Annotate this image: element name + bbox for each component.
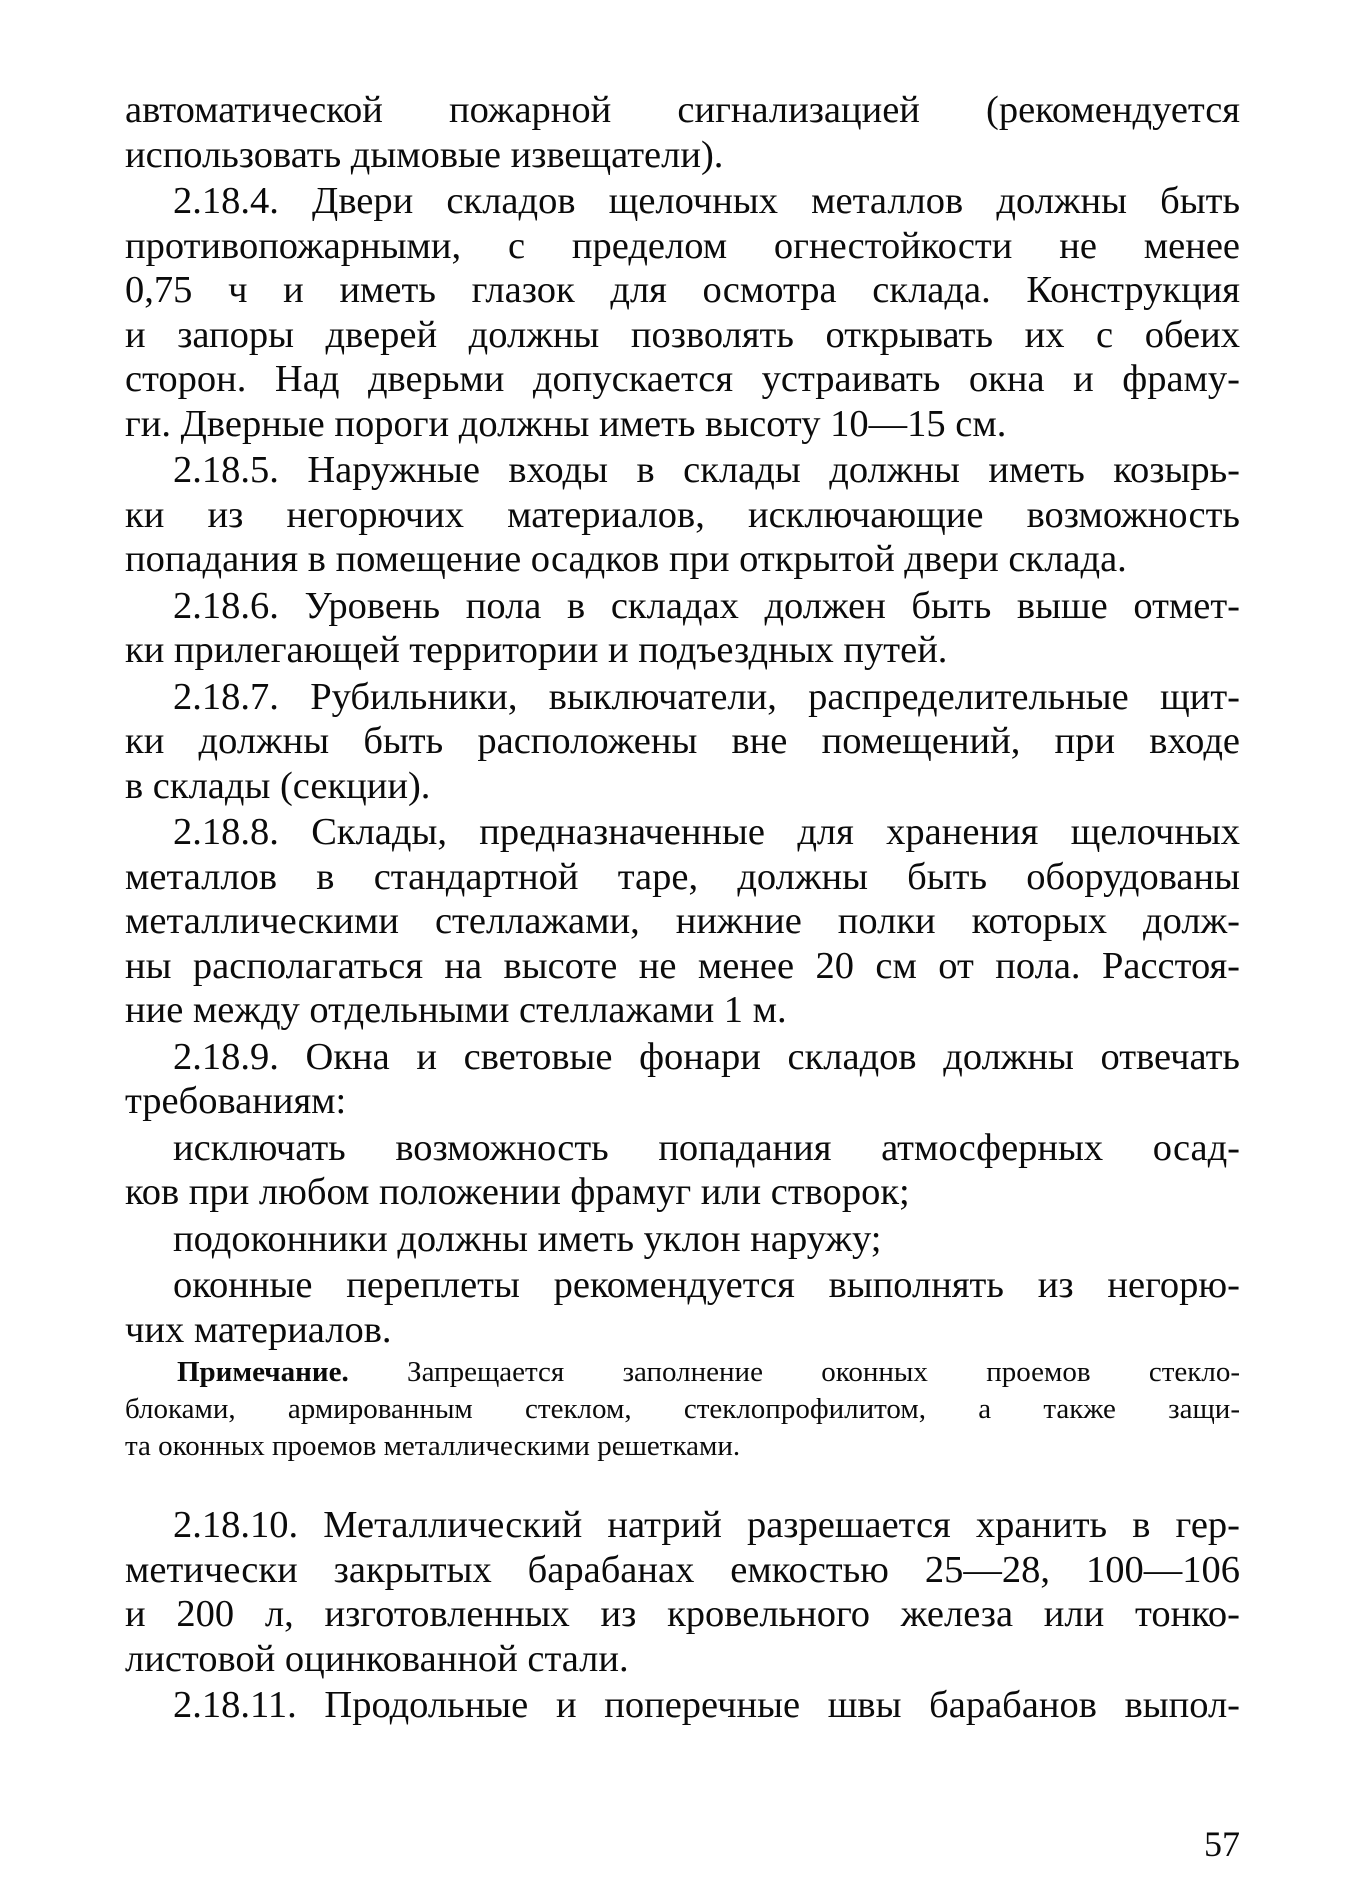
paragraph-2-18-9 [125, 1035, 1240, 1124]
text-line [125, 1503, 1240, 1548]
paragraph-2-18-8 [125, 810, 1240, 1033]
text-line: в склады (секции). [125, 764, 431, 807]
paragraph-2-18-10 [125, 1503, 1240, 1681]
text-line [125, 810, 1240, 855]
paragraph-2-18-6 [125, 584, 1240, 673]
text-line: ки из негорючих материалов, исключающие возможность [125, 493, 1240, 536]
text-line: исключать возможность попадания атмосферных осад- [173, 1126, 1240, 1169]
clause-number: 2.18.7. [173, 675, 279, 718]
paragraph-2-18-11 [125, 1683, 1240, 1728]
text-line: и запоры дверей должны позволять открывать их с обеих [125, 313, 1240, 356]
text-line [125, 675, 1240, 720]
text-line: метически закрытых барабанах емкостью 25—28, 100—106 [125, 1548, 1240, 1591]
requirement-item-3 [125, 1263, 1240, 1352]
text-line: ги. Дверные пороги должны иметь высоту 10—15 см. [125, 402, 1007, 445]
line-text: Запрещается заполнение оконных проемов стекло- [348, 1356, 1240, 1388]
page-number: 57 [1204, 1824, 1240, 1864]
text-line: металлов в стандартной таре, должны быть оборудованы [125, 855, 1240, 898]
text-line: автоматической пожарной сигнализацией (рекомендуется [125, 89, 1240, 131]
text-line: требованиям: [125, 1080, 347, 1122]
text-line [125, 1354, 1240, 1391]
text-line [125, 179, 1240, 224]
clause-number: 2.18.4. [173, 180, 279, 222]
clause-number: 2.18.8. [173, 811, 279, 853]
text-line: оконные переплеты рекомендуется выполнять из негорю- [173, 1264, 1240, 1306]
paragraph-2-18-7 [125, 675, 1240, 809]
line-text: Рубильники, выключатели, распределительные щит- [278, 675, 1240, 718]
text-line: попадания в помещение осадков при открытой двери склада. [125, 538, 1127, 580]
clause-number: 2.18.6. [173, 584, 279, 627]
paragraph-2-18-4 [125, 179, 1240, 446]
text-line: чих материалов. [125, 1308, 392, 1351]
text-line: и 200 л, изготовленных из кровельного железа или тонко- [125, 1593, 1240, 1635]
line-text: Наружные входы в склады должны иметь козырь- [278, 449, 1240, 491]
text-line [125, 584, 1240, 629]
text-line: ки должны быть расположены вне помещений, при входе [125, 720, 1240, 762]
text-line: подоконники должны иметь уклон наружу; [173, 1217, 882, 1260]
text-line: та оконных проемов металлическими решетками. [125, 1430, 741, 1462]
text-line: блоками, армированным стеклом, стеклопрофилитом, а также защи- [125, 1393, 1240, 1425]
line-text: Склады, предназначенные для хранения щелочных [278, 811, 1240, 853]
text-line: металлическими стеллажами, нижние полки которых долж- [125, 900, 1240, 942]
text-line: ны располагаться на высоте не менее 20 см от пола. Расстоя- [125, 944, 1240, 987]
clause-number: 2.18.5. [173, 449, 279, 491]
text-line: ков при любом положении фрамуг или створок; [125, 1171, 910, 1213]
clause-number: 2.18.9. [173, 1035, 279, 1078]
text-line [125, 448, 1240, 493]
text-line: сторон. Над дверьми допускается устраивать окна и фраму- [125, 358, 1240, 400]
note-label: Примечание. [177, 1356, 349, 1388]
text-line: ние между отдельными стеллажами 1 м. [125, 989, 787, 1031]
text-line: листовой оцинкованной стали. [125, 1637, 629, 1680]
text-line: противопожарными, с пределом огнестойкости не менее [125, 224, 1240, 267]
requirement-item-1 [125, 1126, 1240, 1215]
line-text: Двери складов щелочных металлов должны быть [278, 180, 1240, 222]
line-text: Металлический натрий разрешается хранить в гер- [298, 1504, 1240, 1546]
text-line: 0,75 ч и иметь глазок для осмотра склада. Конструкция [125, 269, 1240, 311]
clause-number: 2.18.10. [173, 1504, 299, 1546]
note-block [125, 1354, 1240, 1465]
text-line: использовать дымовые извещатели). [125, 133, 724, 176]
paragraph-continuation [125, 88, 1240, 177]
requirement-item-2 [125, 1217, 1240, 1262]
line-text: Уровень пола в складах должен быть выше отмет- [278, 584, 1240, 627]
text-line [125, 1035, 1240, 1080]
document-page [125, 88, 1240, 1878]
line-text: Окна и световые фонари складов должны отвечать [278, 1035, 1240, 1078]
text-line: ки прилегающей территории и подъездных путей. [125, 629, 948, 671]
paragraph-2-18-5 [125, 448, 1240, 582]
clause-number: 2.18.11. [173, 1684, 297, 1726]
text-line [125, 1683, 1240, 1728]
line-text: Продольные и поперечные швы барабанов выпол- [296, 1684, 1240, 1726]
